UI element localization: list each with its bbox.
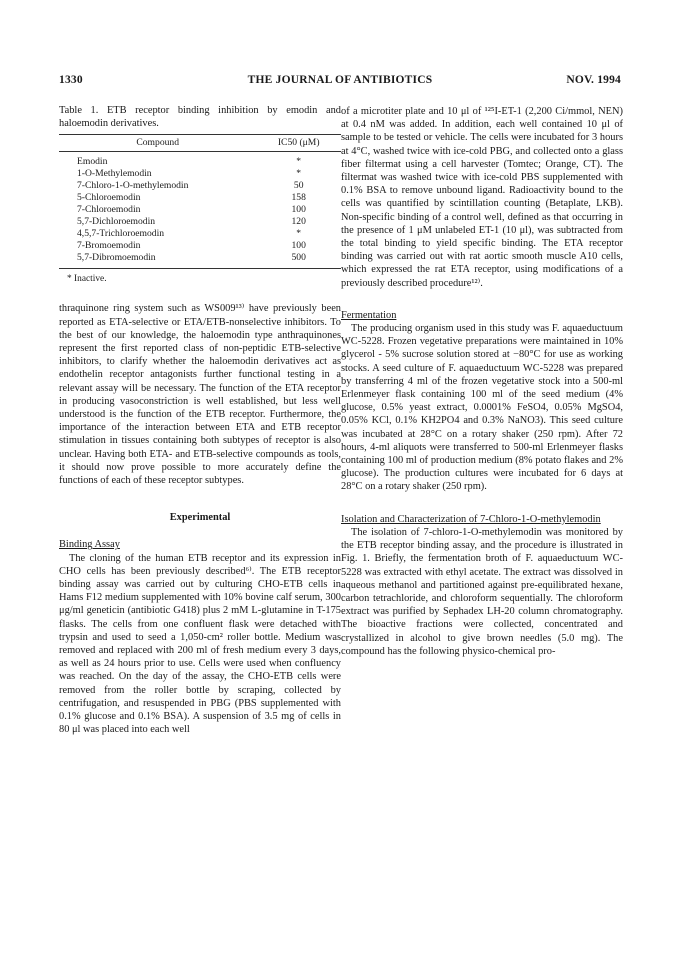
ic50-value: * [296, 156, 302, 168]
column-header-ic50: IC50 (μM) [256, 135, 341, 152]
left-column [59, 105, 341, 736]
compound-name: Emodin [77, 156, 108, 168]
compound-name: 4,5,7-Trichloroemodin [77, 228, 165, 240]
compound-name: 7-Bromoemodin [77, 240, 141, 252]
body-paragraph: of a microtiter plate and 10 μl of ¹²⁵I-ET-1 (2,200 Ci/mmol, NEN) at 0.4 nM was added. In addition, each well contained 10 μl of sample to be tested or vehicle. The cells were incubated for 3 hours at 4°C, washed twice with ice-cold PBG, and collected onto a glass fiber filtermat using a cell harvester (Tomtec; Orange, CT). The filtermat was washed twice with ice-cold PBS supplemented with 0.1% BSA to remove unbound ligand. Radioactivity bound to the cells was quantified by scintillation counting (Betaplate, LKB). Non-specific binding of a control well, defined as that occurring in the presence of 1 μM unlabeled ET-1 (10 μl), was subtracted from the total binding to yield specific binding. The ETA receptor binding was carried out with rat aortic smooth muscle A10 cells, which expressed the rat ETA receptor, using modifications of a previously described procedure¹²⁾. [341, 106, 623, 289]
column-header-compound: Compound [59, 135, 256, 152]
body-paragraph: The isolation of 7-chloro-1-O-methylemodin was monitored by the ETB receptor binding assay, and the procedure is illustrated in Fig. 1. Briefly, the fermentation broth of F. aquaeductuum WC-5228 was extracted with ethyl acetate. The extract was dissolved in aqueous methanol and partitioned against pre-equilibrated hexane, carbon tetrachloride, and chloroform sequentially. The chloroform extract was purified by Sephadex LH-20 column chromatography. The bioactive fractions were collected, concentrated and crystallized in alcohol to give brown needles (5.0 mg). The compound has the following physico-chemical pro- [341, 526, 623, 657]
table-row [59, 180, 341, 192]
ic50-value: 500 [256, 252, 341, 269]
ic50-value: 120 [291, 216, 306, 228]
section-heading-experimental: Experimental [169, 512, 231, 524]
table-caption: Table 1. ETB receptor binding inhibition by emodin and haloemodin derivatives. [59, 105, 341, 129]
table-row [59, 168, 341, 180]
subsection-heading-isolation: Isolation and Characterization of 7-Chloro-1-O-methylemodin [341, 513, 601, 525]
right-column [341, 105, 623, 658]
results-table [59, 134, 341, 269]
ic50-value: 100 [291, 240, 306, 252]
compound-name: 1-O-Methylemodin [77, 168, 152, 180]
body-paragraph: The producing organism used in this study was F. aquaeductuum WC-5228. Frozen vegetative preparations were maintained in 10% glycerol - 5% sucrose solution stored at −80°C for use as working stocks. A seed culture of F. aquaeductuum WC-5228 was prepared by transferring 4 ml of the frozen vegetative stock into a 500-ml Erlenmeyer flask containing 100 ml of the seed medium (4% glucose, 0.5% yeast extract, 0.0001% FeSO4, 0.05% MgSO4, 0.05% KCl, 0.1% KH2PO4 and 0.3% NaNO3). This seed culture was incubated at 28°C on a rotary shaker (250 rpm). After 72 hours, 4-ml aliquots were transferred to 500-ml Erlenmeyer flasks containing 100 ml of production medium (8% potato flakes and 2% glucose). The production cultures were incubated for 6 days at 28°C on a rotary shaker (250 rpm). [341, 323, 623, 493]
compound-name: 5,7-Dibromoemodin [59, 252, 256, 269]
journal-title: THE JOURNAL OF ANTIBIOTICS [247, 74, 433, 86]
compound-name: 7-Chloro-1-O-methylemodin [77, 180, 189, 192]
table-header-row [59, 135, 341, 152]
table-row [59, 228, 341, 240]
body-paragraph: The cloning of the human ETB receptor and its expression in CHO cells has been previously described⁶⁾. The ETB receptor binding assay was carried out by culturing CHO-ETB cells in Hams F12 medium supplemented with 10% bovine calf serum, 300 μg/ml geneticin (antibiotic G418) plus 2 mM L-glutamine in T-175 flasks. The cells from one confluent flask were detached with trypsin and used to seed a 1,050-cm² roller bottle. Medium was removed and replaced with 200 ml of fresh medium every 3 days, as well as 24 hours prior to use. Cells were used when confluency was reached. On the day of the assay, the CHO-ETB cells were removed from the roller bottle by scraping, collected by centrifugation, and resuspended in PBG (PBS supplemented with 0.1% glucose and 0.1% BSA). A suspension of 3.5 mg of cells in 80 μl was placed into each well [59, 552, 341, 736]
table-row [59, 192, 341, 204]
body-paragraph: thraquinone ring system such as WS009¹³⁾ have previously been reported as ETA-selective or ETA/ETB-nonselective inhibitors. To the best of our knowledge, the haloemodin type anthraquinones represent the first reported class of non-peptidic ETB-selective inhibitors, to clarify whether the haloemodin derivatives act as endothelin receptor antagonists further functional testing in a relevant assay will be necessary. The function of the ETA receptor in producing vasoconstriction is well established, but less well understood is the function of the ETB receptor. Furthermore, the importance of the interaction between ETA and ETB receptor stimulation in tissues containing both subtypes of receptor is also unclear. Having both ETA- and ETB-selective compounds as tools, it should now prove possible to more accurately define the functions of each of these receptor subtypes. [59, 303, 341, 487]
compound-name: 5-Chloroemodin [77, 192, 141, 204]
running-header [59, 74, 621, 92]
subsection-heading-binding-assay: Binding Assay [59, 539, 120, 551]
ic50-value: 100 [291, 204, 306, 216]
table-footnote: * Inactive. [67, 274, 107, 285]
ic50-value: * [296, 228, 302, 240]
ic50-value: 50 [293, 180, 304, 192]
table-row [59, 152, 341, 169]
page-number: 1330 [59, 74, 83, 86]
compound-name: 7-Chloroemodin [77, 204, 141, 216]
table-row [59, 240, 341, 252]
ic50-value: * [296, 168, 302, 180]
subsection-heading-fermentation: Fermentation [341, 309, 397, 321]
ic50-value: 158 [291, 192, 306, 204]
table-row [59, 216, 341, 228]
compound-name: 5,7-Dichloroemodin [77, 216, 156, 228]
table-row [59, 252, 341, 269]
issue-date: NOV. 1994 [566, 74, 621, 86]
table-row [59, 204, 341, 216]
